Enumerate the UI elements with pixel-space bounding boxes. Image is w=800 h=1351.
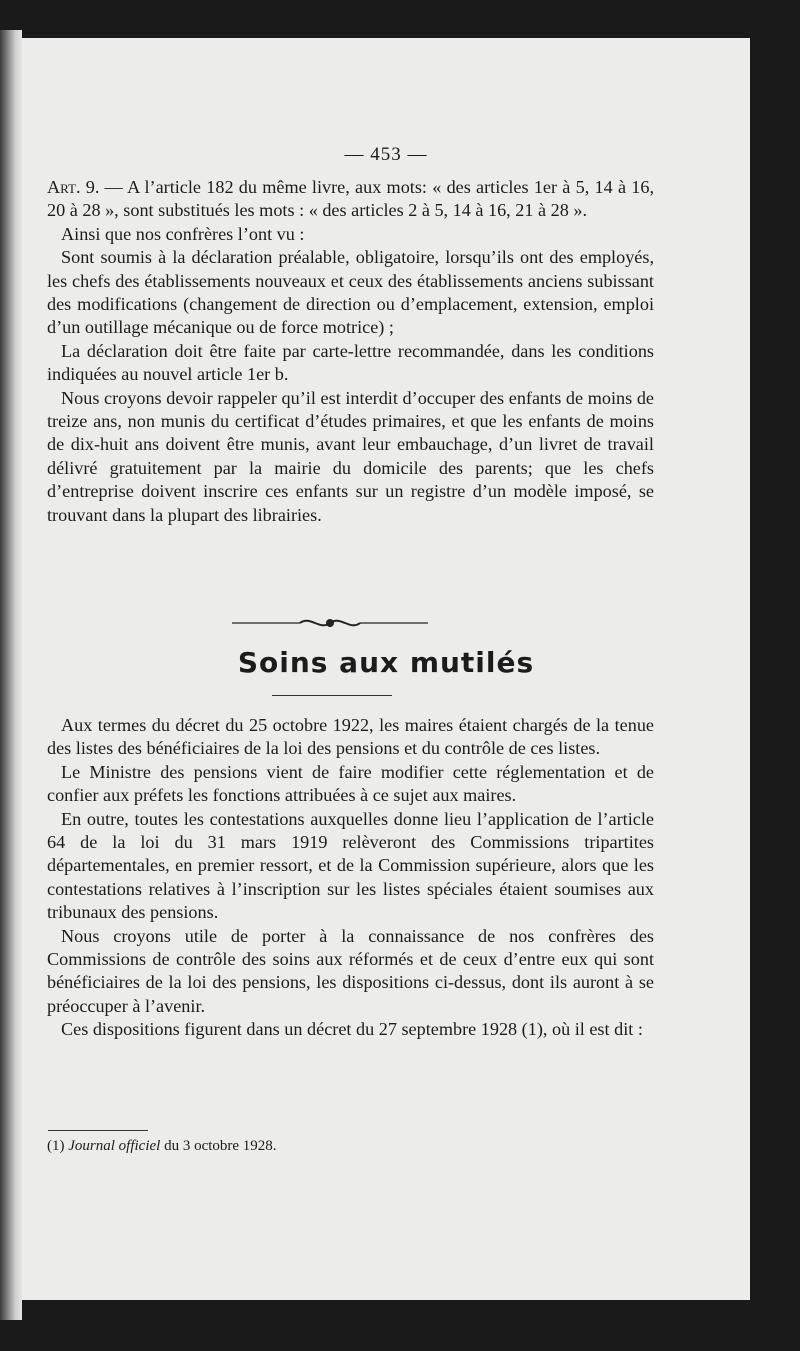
paragraph: Nous croyons devoir rappeler qu’il est interdit d’occuper des enfants de moins de treize ans, non munis du certificat d’études primaires, et que les enfants de moins de dix-huit ans doivent être munis, avant leur embauchage, d’un livret de travail délivré gratuitement par la mairie du domicile des parents; que les chefs d’entreprise doivent inscrire ces enfants sur un registre d’un modèle imposé, se trouvant dans la plupart des librairies.	[47, 387, 654, 525]
paragraph: La déclaration doit être faite par carte-lettre recommandée, dans les conditions indiquées au nouvel article 1er b.	[47, 340, 654, 385]
paragraph: Nous croyons utile de porter à la connaissance de nos confrères des Commissions de contrôle des soins aux réformés et de ceux d’entre eux qui sont bénéficiaires de la loi des pensions, les dispositions ci-dessus, dont ils auront à se préoccuper à l’avenir.	[47, 925, 654, 1016]
footnote-source: Journal officiel	[68, 1138, 161, 1154]
heading-underline	[272, 695, 392, 696]
ornament-divider	[230, 611, 430, 635]
footnote-text: du 3 octobre 1928.	[160, 1138, 277, 1154]
paragraph: Le Ministre des pensions vient de faire modifier cette réglementation et de confier aux préfets les fonctions attribuées à ce sujet aux maires.	[47, 761, 654, 806]
top-text-block	[47, 176, 654, 527]
paragraph: En outre, toutes les contestations auxquelles donne lieu l’application de l’article 64 de la loi du 31 mars 1919 relèveront des Commissions tripartites départementales, en premier ressort, et de la Commission supérieure, alors que les contestations relatives à l’inscription sur les listes spéciales étaient soumises aux tribunaux des pensions.	[47, 808, 654, 923]
paragraph: Sont soumis à la déclaration préalable, obligatoire, lorsqu’ils ont des employés, les chefs des établissements nouveaux et ceux des établissements anciens subissant des modifications (changement de direction ou d’emplacement, extension, emploi d’un outillage mécanique ou de force motrice) ;	[47, 247, 654, 338]
bottom-text-block	[47, 714, 654, 1042]
paragraph: Ces dispositions figurent dans un décret du 27 septembre 1928 (1), où il est dit :	[61, 1019, 643, 1040]
footnote	[47, 1138, 277, 1155]
article-9-paragraph	[47, 176, 654, 223]
page-number: — 453 —	[344, 144, 428, 165]
book-binding-edge	[0, 30, 22, 1320]
article-9-text: 9. — A l’article 182 du même livre, aux mots: « des articles 1er à 5, 14 à 16, 20 à 28 », sont substitués les mots : « des articles 2 à 5, 14 à 16, 21 à 28 ».	[47, 177, 654, 221]
paragraph: Ainsi que nos confrères l’ont vu :	[61, 223, 305, 244]
section-heading: Soins aux mutilés	[237, 646, 535, 679]
footnote-rule	[48, 1130, 148, 1131]
paragraph: Aux termes du décret du 25 octobre 1922, les maires étaient chargés de la tenue des listes des bénéficiaires de la loi des pensions et du contrôle de ces listes.	[47, 715, 654, 759]
article-label: Art.	[47, 177, 81, 197]
footnote-marker: (1)	[47, 1138, 69, 1154]
document-page	[22, 38, 750, 1300]
